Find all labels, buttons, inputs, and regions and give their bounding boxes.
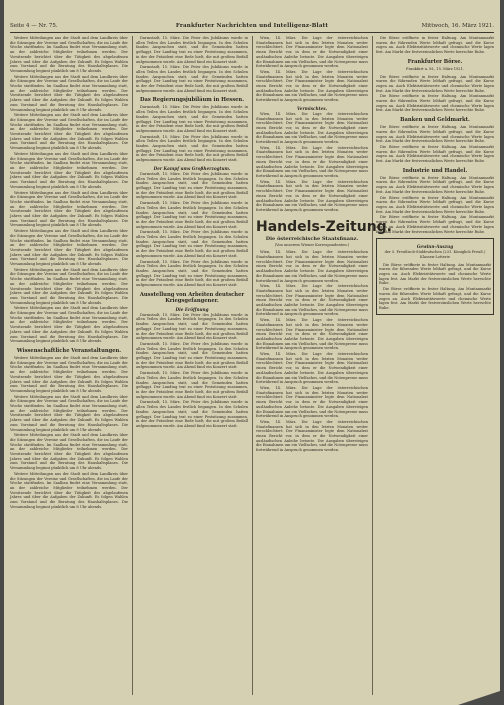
article-text: Weitere Mitteilungen aus der Stadt und dem Landkreis über die Sitzungen der Vereine und Gesellschaften, die im Laufe der Woche stattfinden. Im Saalbau findet eine Versammlung statt, an der zahlreiche Mitglieder teilnehmen werden. Der Vorsitzende berichtet über die Tätigkeit des abgelaufenen Jahres und über die Aufgaben der Zukunft. Es folgen Wahlen zum Vorstand und die Beratung des Haushaltsplanes. Die Versammlung beginnt pünktlich um 8 Uhr abends.	[10, 356, 128, 393]
article-text: Weitere Mitteilungen aus der Stadt und dem Landkreis über die Sitzungen der Vereine und Gesellschaften, die im Laufe der Woche stattfinden. Im Saalbau findet eine Versammlung statt, an der zahlreiche Mitglieder teilnehmen werden. Der Vorsitzende berichtet über die Tätigkeit des abgelaufenen Jahres und über die Aufgaben der Zukunft. Es folgen Wahlen zum Vorstand und die Beratung des Haushaltsplanes. Die Versammlung beginnt pünktlich um 8 Uhr abends.	[10, 36, 128, 73]
article-text: Darmstadt, 15. März. Die Feier des Jubiläums wurde in allen Teilen des Landes festlich begangen. In den Schulen fanden Ansprachen statt, und die Gemeinden hatten geflaggt. Der Landtag trat zu einer Festsitzung zusammen, in der der Präsident eine Rede hielt, die mit großem Beifall aufgenommen wurde. Am Abend fand ein Konzert statt.	[136, 230, 248, 258]
column-rule	[252, 36, 253, 695]
article-text: Darmstadt, 15. März. Die Feier des Jubiläums wurde in allen Teilen des Landes festlich begangen. In den Schulen fanden Ansprachen statt, und die Gemeinden hatten geflaggt. Der Landtag trat zu einer Festsitzung zusammen, in der der Präsident eine Rede hielt, die mit großem Beifall aufgenommen wurde. Am Abend fand ein Konzert statt.	[136, 201, 248, 229]
column-1	[10, 36, 128, 697]
article-text: Weitere Mitteilungen aus der Stadt und dem Landkreis über die Sitzungen der Vereine und Gesellschaften, die im Laufe der Woche stattfinden. Im Saalbau findet eine Versammlung statt, an der zahlreiche Mitglieder teilnehmen werden. Der Vorsitzende berichtet über die Tätigkeit des abgelaufenen Jahres und über die Aufgaben der Zukunft. Es folgen Wahlen zum Vorstand und die Beratung des Haushaltsplanes. Die Versammlung beginnt pünktlich um 8 Uhr abends.	[10, 394, 128, 432]
article-subheading: Vermischtes.	[296, 105, 328, 111]
section-subtitle: Die österreichische Staatsfinanz.	[265, 235, 359, 242]
article-text: Die Börse eröffnete in fester Haltung. Am Montanmarkt waren die führenden Werte lebhaft gefragt, und die Kurse zogen an. Auch Elektrizitätswerte und chemische Werte lagen fest. Am Markt der festverzinslichen Werte herrschte Ruhe.	[376, 195, 494, 214]
article-text: Wien, 14. März. Die Lage der österreichischen Staatsfinanzen hat sich in den letzten Monaten weiter verschlechtert. Der Finanzminister legte dem Nationalrat einen Bericht vor, in dem er die Notwendigkeit einer ausländischen Anleihe betonte. Die Ausgaben übersteigen die Einnahmen um ein Vielfaches, und die Notenpresse muss fortwährend in Anspruch genommen werden.	[256, 352, 368, 385]
article-text: Wien, 14. März. Die Lage der österreichischen Staatsfinanzen hat sich in den letzten Monaten weiter verschlechtert. Der Finanzminister legte dem Nationalrat einen Bericht vor, in dem er die Notwendigkeit einer ausländischen Anleihe betonte. Die Ausgaben übersteigen die Einnahmen um ein Vielfaches, und die Notenpresse muss fortwährend in Anspruch genommen werden.	[256, 69, 368, 103]
section-title-handels-zeitung: Handels-Zeitung.	[256, 218, 393, 235]
correspondent-line: (Von unserem Wiener Korrespondenten.)	[274, 242, 350, 247]
article-text: Weitere Mitteilungen aus der Stadt und dem Landkreis über die Sitzungen der Vereine und Gesellschaften, die im Laufe der Woche stattfinden. Im Saalbau findet eine Versammlung statt, an der zahlreiche Mitglieder teilnehmen werden. Der Vorsitzende berichtet über die Tätigkeit des abgelaufenen Jahres und über die Aufgaben der Zukunft. Es folgen Wahlen zum Vorstand und die Beratung des Haushaltsplanes. Die Versammlung beginnt pünktlich um 8 Uhr abends.	[10, 113, 128, 151]
article-text: Darmstadt, 15. März. Die Feier des Jubiläums wurde in allen Teilen des Landes festlich begangen. In den Schulen fanden Ansprachen statt, und die Gemeinden hatten geflaggt. Der Landtag trat zu einer Festsitzung zusammen, in der der Präsident eine Rede hielt, die mit großem Beifall aufgenommen wurde. Am Abend fand ein Konzert statt.	[136, 65, 248, 93]
article-text: Wien, 14. März. Die Lage der österreichischen Staatsfinanzen hat sich in den letzten Monaten weiter verschlechtert. Der Finanzminister legte dem Nationalrat einen Bericht vor, in dem er die Notwendigkeit einer ausländischen Anleihe betonte. Die Ausgaben übersteigen die Einnahmen um ein Vielfaches, und die Notenpresse muss fortwährend in Anspruch genommen werden.	[256, 419, 368, 453]
article-text: Die Börse eröffnete in fester Haltung. Am Montanmarkt waren die führenden Werte lebhaft gefragt, und die Kurse zogen an. Auch Elektrizitätswerte und chemische Werte lagen fest. Am Markt der festverzinslichen Werte herrschte Ruhe.	[376, 215, 494, 234]
lottery-heading: Gewinn-Auszug	[416, 244, 454, 250]
article-text: Weitere Mitteilungen aus der Stadt und dem Landkreis über die Sitzungen der Vereine und Gesellschaften, die im Laufe der Woche stattfinden. Im Saalbau findet eine Versammlung statt, an der zahlreiche Mitglieder teilnehmen werden. Der Vorsitzende berichtet über die Tätigkeit des abgelaufenen Jahres und über die Aufgaben der Zukunft. Es folgen Wahlen zum Vorstand und die Beratung des Haushaltsplanes. Die Versammlung beginnt pünktlich um 8 Uhr abends.	[10, 471, 128, 509]
article-text: Die Börse eröffnete in fester Haltung. Am Montanmarkt waren die führenden Werte lebhaft gefragt, und die Kurse zogen an. Auch Elektrizitätswerte und chemische Werte lagen fest. Am Markt der festverzinslichen Werte herrschte Ruhe.	[376, 94, 494, 113]
article-text: Weitere Mitteilungen aus der Stadt und dem Landkreis über die Sitzungen der Vereine und Gesellschaften, die im Laufe der Woche stattfinden. Im Saalbau findet eine Versammlung statt, an der zahlreiche Mitglieder teilnehmen werden. Der Vorsitzende berichtet über die Tätigkeit des abgelaufenen Jahres und über die Aufgaben der Zukunft. Es folgen Wahlen zum Vorstand und die Beratung des Haushaltsplanes. Die Versammlung beginnt pünktlich um 8 Uhr abends.	[10, 74, 128, 112]
article-text: Die Börse eröffnete in fester Haltung. Am Montanmarkt waren die führenden Werte lebhaft gefragt, und die Kurse zogen an. Auch Elektrizitätswerte und chemische Werte lagen fest. Am Markt der festverzinslichen Werte herrschte Ruhe.	[376, 74, 494, 93]
article-heading: Frankfurter Börse.	[407, 58, 463, 65]
article-text: Die Börse eröffnete in fester Haltung. Am Montanmarkt waren die führenden Werte lebhaft gefragt, und die Kurse zogen an. Auch Elektrizitätswerte und chemische Werte lagen fest. Am Markt der festverzinslichen Werte herrschte Ruhe.	[379, 262, 491, 286]
article-text: Wien, 14. März. Die Lage der österreichischen Staatsfinanzen hat sich in den letzten Monaten weiter verschlechtert. Der Finanzminister legte dem Nationalrat einen Bericht vor, in dem er die Notwendigkeit einer ausländischen Anleihe betonte. Die Ausgaben übersteigen die Einnahmen um ein Vielfaches, und die Notenpresse muss fortwährend in Anspruch genommen werden.	[256, 179, 368, 212]
dateline: Frankfurt a. M., 15. März 1921.	[405, 66, 465, 71]
column-rule	[372, 36, 373, 695]
article-text: Wien, 14. März. Die Lage der österreichischen Staatsfinanzen hat sich in den letzten Monaten weiter verschlechtert. Der Finanzminister legte dem Nationalrat einen Bericht vor, in dem er die Notwendigkeit einer ausländischen Anleihe betonte. Die Ausgaben übersteigen die Einnahmen um ein Vielfaches, und die Notenpresse muss fortwährend in Anspruch genommen werden.	[256, 284, 368, 317]
page-header	[10, 20, 494, 33]
issue-date: Mittwoch, 16. März 1921.	[421, 23, 494, 29]
column-rule	[132, 36, 133, 695]
article-heading: Das Regierungsjubiläum in Hessen.	[139, 97, 245, 104]
article-text: Weitere Mitteilungen aus der Stadt und dem Landkreis über die Sitzungen der Vereine und Gesellschaften, die im Laufe der Woche stattfinden. Im Saalbau findet eine Versammlung statt, an der zahlreiche Mitglieder teilnehmen werden. Der Vorsitzende berichtet über die Tätigkeit des abgelaufenen Jahres und über die Aufgaben der Zukunft. Es folgen Wahlen zum Vorstand und die Beratung des Haushaltsplanes. Die Versammlung beginnt pünktlich um 8 Uhr abends.	[10, 151, 128, 189]
article-text: Weitere Mitteilungen aus der Stadt und dem Landkreis über die Sitzungen der Vereine und Gesellschaften, die im Laufe der Woche stattfinden. Im Saalbau findet eine Versammlung statt, an der zahlreiche Mitglieder teilnehmen werden. Der Vorsitzende berichtet über die Tätigkeit des abgelaufenen Jahres und über die Aufgaben der Zukunft. Es folgen Wahlen zum Vorstand und die Beratung des Haushaltsplanes. Die Versammlung beginnt pünktlich um 8 Uhr abends.	[10, 190, 128, 228]
article-text: Wien, 14. März. Die Lage der österreichischen Staatsfinanzen hat sich in den letzten Monaten weiter verschlechtert. Der Finanzminister legte dem Nationalrat einen Bericht vor, in dem er die Notwendigkeit einer ausländischen Anleihe betonte. Die Ausgaben übersteigen die Einnahmen um ein Vielfaches, und die Notenpresse muss fortwährend in Anspruch genommen werden.	[256, 318, 368, 351]
article-text: Darmstadt, 15. März. Die Feier des Jubiläums wurde in allen Teilen des Landes festlich begangen. In den Schulen fanden Ansprachen statt, und die Gemeinden hatten geflaggt. Der Landtag trat zu einer Festsitzung zusammen, in der der Präsident eine Rede hielt, die mit großem Beifall aufgenommen wurde. Am Abend fand ein Konzert statt.	[136, 105, 248, 133]
article-text: Wien, 14. März. Die Lage der österreichischen Staatsfinanzen hat sich in den letzten Monaten weiter verschlechtert. Der Finanzminister legte dem Nationalrat einen Bericht vor, in dem er die Notwendigkeit einer ausländischen Anleihe betonte. Die Ausgaben übersteigen die Einnahmen um ein Vielfaches, und die Notenpresse muss fortwährend in Anspruch genommen werden.	[256, 111, 368, 145]
article-heading: Ausstellung von Arbeiten deutscher Kriegsgefangener.	[139, 291, 245, 304]
article-text: Wien, 14. März. Die Lage der österreichischen Staatsfinanzen hat sich in den letzten Monaten weiter verschlechtert. Der Finanzminister legte dem Nationalrat einen Bericht vor, in dem er die Notwendigkeit einer ausländischen Anleihe betonte. Die Ausgaben übersteigen die Einnahmen um ein Vielfaches, und die Notenpresse muss fortwährend in Anspruch genommen werden.	[256, 145, 368, 178]
article-text: Weitere Mitteilungen aus der Stadt und dem Landkreis über die Sitzungen der Vereine und Gesellschaften, die im Laufe der Woche stattfinden. Im Saalbau findet eine Versammlung statt, an der zahlreiche Mitglieder teilnehmen werden. Der Vorsitzende berichtet über die Tätigkeit des abgelaufenen Jahres und über die Aufgaben der Zukunft. Es folgen Wahlen zum Vorstand und die Beratung des Haushaltsplanes. Die Versammlung beginnt pünktlich um 8 Uhr abends.	[10, 229, 128, 267]
article-text: Wien, 14. März. Die Lage der österreichischen Staatsfinanzen hat sich in den letzten Monaten weiter verschlechtert. Der Finanzminister legte dem Nationalrat einen Bericht vor, in dem er die Notwendigkeit einer ausländischen Anleihe betonte. Die Ausgaben übersteigen die Einnahmen um ein Vielfaches, und die Notenpresse muss fortwährend in Anspruch genommen werden.	[256, 36, 368, 69]
article-text: Darmstadt, 15. März. Die Feier des Jubiläums wurde in allen Teilen des Landes festlich begangen. In den Schulen fanden Ansprachen statt, und die Gemeinden hatten geflaggt. Der Landtag trat zu einer Festsitzung zusammen, in der der Präsident eine Rede hielt, die mit großem Beifall aufgenommen wurde. Am Abend fand ein Konzert statt.	[136, 171, 248, 200]
article-text: Die Börse eröffnete in fester Haltung. Am Montanmarkt waren die führenden Werte lebhaft gefragt, und die Kurse zogen an. Auch Elektrizitätswerte und chemische Werte lagen fest. Am Markt der festverzinslichen Werte herrschte Ruhe.	[379, 287, 491, 310]
article-heading: Wissenschaftliche Veranstaltungen.	[16, 348, 122, 354]
article-text: Die Börse eröffnete in fester Haltung. Am Montanmarkt waren die führenden Werte lebhaft gefragt, und die Kurse zogen an. Auch Elektrizitätswerte und chemische Werte lagen fest. Am Markt der festverzinslichen Werte herrschte Ruhe.	[376, 125, 494, 144]
masthead-title: Frankfurter Nachrichten und Intelligenz-Blatt	[175, 23, 329, 29]
article-text: Die Börse eröffnete in fester Haltung. Am Montanmarkt waren die führenden Werte lebhaft gefragt, und die Kurse zogen an. Auch Elektrizitätswerte und chemische Werte lagen fest. Am Markt der festverzinslichen Werte herrschte Ruhe.	[376, 36, 494, 55]
column-4	[376, 36, 494, 697]
article-text: Die Börse eröffnete in fester Haltung. Am Montanmarkt waren die führenden Werte lebhaft gefragt, und die Kurse zogen an. Auch Elektrizitätswerte und chemische Werte lagen fest. Am Markt der festverzinslichen Werte herrschte Ruhe.	[376, 144, 494, 164]
page-number: Seite 4 — Nr. 75.	[10, 23, 58, 29]
newspaper-page	[4, 0, 500, 705]
article-text: Darmstadt, 15. März. Die Feier des Jubiläums wurde in allen Teilen des Landes festlich begangen. In den Schulen fanden Ansprachen statt, und die Gemeinden hatten geflaggt. Der Landtag trat zu einer Festsitzung zusammen, in der der Präsident eine Rede hielt, die mit großem Beifall aufgenommen wurde. Am Abend fand ein Konzert statt.	[136, 134, 248, 163]
article-text: Wien, 14. März. Die Lage der österreichischen Staatsfinanzen hat sich in den letzten Monaten weiter verschlechtert. Der Finanzminister legte dem Nationalrat einen Bericht vor, in dem er die Notwendigkeit einer ausländischen Anleihe betonte. Die Ausgaben übersteigen die Einnahmen um ein Vielfaches, und die Notenpresse muss fortwährend in Anspruch genommen werden.	[256, 250, 368, 283]
article-text: Darmstadt, 15. März. Die Feier des Jubiläums wurde in allen Teilen des Landes festlich begangen. In den Schulen fanden Ansprachen statt, und die Gemeinden hatten geflaggt. Der Landtag trat zu einer Festsitzung zusammen, in der der Präsident eine Rede hielt, die mit großem Beifall aufgenommen wurde. Am Abend fand ein Konzert statt.	[136, 400, 248, 428]
article-heading: Industrie und Handel.	[402, 167, 468, 174]
column-3	[256, 36, 393, 697]
article-text: Weitere Mitteilungen aus der Stadt und dem Landkreis über die Sitzungen der Vereine und Gesellschaften, die im Laufe der Woche stattfinden. Im Saalbau findet eine Versammlung statt, an der zahlreiche Mitglieder teilnehmen werden. Der Vorsitzende berichtet über die Tätigkeit des abgelaufenen Jahres und über die Aufgaben der Zukunft. Es folgen Wahlen zum Vorstand und die Beratung des Haushaltsplanes. Die Versammlung beginnt pünktlich um 8 Uhr abends.	[10, 306, 128, 344]
lottery-box	[376, 238, 494, 314]
article-text: Wien, 14. März. Die Lage der österreichischen Staatsfinanzen hat sich in den letzten Monaten weiter verschlechtert. Der Finanzminister legte dem Nationalrat einen Bericht vor, in dem er die Notwendigkeit einer ausländischen Anleihe betonte. Die Ausgaben übersteigen die Einnahmen um ein Vielfaches, und die Notenpresse muss fortwährend in Anspruch genommen werden.	[256, 386, 368, 419]
article-text: Die Börse eröffnete in fester Haltung. Am Montanmarkt waren die führenden Werte lebhaft gefragt, und die Kurse zogen an. Auch Elektrizitätswerte und chemische Werte lagen fest. Am Markt der festverzinslichen Werte herrschte Ruhe.	[376, 175, 494, 194]
article-heading: Banken und Geldmarkt.	[400, 117, 470, 124]
article-text: Darmstadt, 15. März. Die Feier des Jubiläums wurde in allen Teilen des Landes festlich begangen. In den Schulen fanden Ansprachen statt, und die Gemeinden hatten geflaggt. Der Landtag trat zu einer Festsitzung zusammen, in der der Präsident eine Rede hielt, die mit großem Beifall aufgenommen wurde. Am Abend fand ein Konzert statt.	[136, 341, 248, 370]
article-subheading: Die Eröffnung	[175, 306, 209, 312]
article-text: Weitere Mitteilungen aus der Stadt und dem Landkreis über die Sitzungen der Vereine und Gesellschaften, die im Laufe der Woche stattfinden. Im Saalbau findet eine Versammlung statt, an der zahlreiche Mitglieder teilnehmen werden. Der Vorsitzende berichtet über die Tätigkeit des abgelaufenen Jahres und über die Aufgaben der Zukunft. Es folgen Wahlen zum Vorstand und die Beratung des Haushaltsplanes. Die Versammlung beginnt pünktlich um 8 Uhr abends.	[10, 267, 128, 305]
column-2	[136, 36, 248, 697]
article-text: Darmstadt, 15. März. Die Feier des Jubiläums wurde in allen Teilen des Landes festlich begangen. In den Schulen fanden Ansprachen statt, und die Gemeinden hatten geflaggt. Der Landtag trat zu einer Festsitzung zusammen, in der der Präsident eine Rede hielt, die mit großem Beifall aufgenommen wurde. Am Abend fand ein Konzert statt.	[136, 312, 248, 341]
article-text: Darmstadt, 15. März. Die Feier des Jubiläums wurde in allen Teilen des Landes festlich begangen. In den Schulen fanden Ansprachen statt, und die Gemeinden hatten geflaggt. Der Landtag trat zu einer Festsitzung zusammen, in der der Präsident eine Rede hielt, die mit großem Beifall aufgenommen wurde. Am Abend fand ein Konzert statt.	[136, 371, 248, 399]
article-text: Darmstadt, 15. März. Die Feier des Jubiläums wurde in allen Teilen des Landes festlich begangen. In den Schulen fanden Ansprachen statt, und die Gemeinden hatten geflaggt. Der Landtag trat zu einer Festsitzung zusammen, in der der Präsident eine Rede hielt, die mit großem Beifall aufgenommen wurde. Am Abend fand ein Konzert statt.	[136, 36, 248, 64]
article-text: Darmstadt, 15. März. Die Feier des Jubiläums wurde in allen Teilen des Landes festlich begangen. In den Schulen fanden Ansprachen statt, und die Gemeinden hatten geflaggt. Der Landtag trat zu einer Festsitzung zusammen, in der der Präsident eine Rede hielt, die mit großem Beifall aufgenommen wurde. Am Abend fand ein Konzert statt.	[136, 259, 248, 288]
article-subheading: Der Kampf ums Großherzogtum.	[153, 165, 231, 171]
article-text: Weitere Mitteilungen aus der Stadt und dem Landkreis über die Sitzungen der Vereine und Gesellschaften, die im Laufe der Woche stattfinden. Im Saalbau findet eine Versammlung statt, an der zahlreiche Mitglieder teilnehmen werden. Der Vorsitzende berichtet über die Tätigkeit des abgelaufenen Jahres und über die Aufgaben der Zukunft. Es folgen Wahlen zum Vorstand und die Beratung des Haushaltsplanes. Die Versammlung beginnt pünktlich um 8 Uhr abends.	[10, 433, 128, 471]
lottery-subtitle: der 5. Preußisch-Süddeutschen (231. Königlich Preuß.) Klassen-Lotterie	[384, 250, 486, 259]
